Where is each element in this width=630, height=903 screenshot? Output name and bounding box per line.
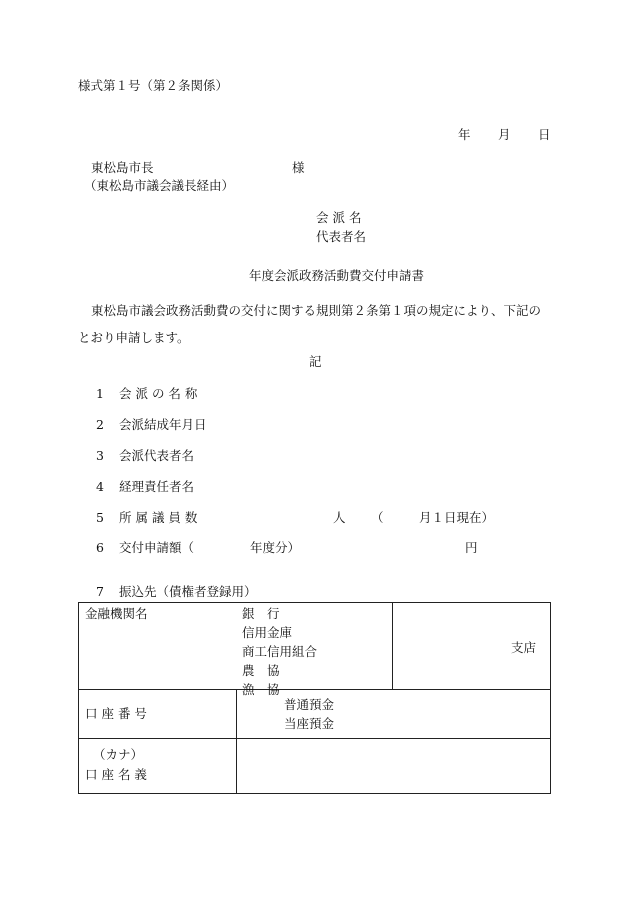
kana-label: （カナ） — [93, 747, 144, 762]
addressee-name: 東松島市長 — [91, 160, 154, 175]
form-number: 様式第１号（第２条関係） — [78, 78, 229, 93]
body-text: 東松島市議会政務活動費の交付に関する規則第２条第１項の規定により、下記のとおり申請します。 — [78, 303, 542, 345]
item-formation-date: 会派結成年月日 — [119, 417, 207, 432]
account-name-label: 口 座 名 義 — [85, 767, 147, 782]
account-name-input-cell — [237, 739, 551, 794]
institution-type-gyokyo: 漁 協 — [242, 682, 280, 697]
item-representative: 会派代表者名 — [119, 448, 195, 463]
institution-cell — [79, 603, 393, 697]
item-transfer-destination: 振込先（債権者登録用） — [119, 584, 257, 599]
representative-label: 代表者名 — [316, 229, 367, 244]
application-amount-unit: 円 — [465, 540, 478, 555]
account-type-current: 当座預金 — [284, 716, 335, 731]
institution-type-shoko: 商工信用組合 — [242, 644, 318, 659]
item-accounting-manager: 経理責任者名 — [119, 479, 195, 494]
date-month: 月 — [498, 127, 511, 142]
account-number-label-cell — [79, 690, 237, 739]
institution-type-list — [242, 604, 317, 699]
bank-account-table — [78, 602, 551, 794]
item-faction-name: 会 派 の 名 称 — [119, 386, 198, 401]
account-number-label: 口 座 番 号 — [85, 706, 147, 721]
item-number: 3 — [96, 448, 104, 463]
institution-label: 金融機関名 — [85, 606, 148, 621]
item-number: 5 — [96, 510, 104, 525]
item-number: 1 — [96, 386, 104, 401]
application-fiscal-year: 年度分） — [250, 540, 301, 555]
branch-cell — [393, 603, 551, 690]
body-paragraph — [78, 297, 553, 351]
institution-row — [79, 603, 551, 690]
account-number-row — [79, 690, 551, 739]
member-count-paren: （ — [371, 510, 384, 525]
item-number: 6 — [96, 540, 104, 555]
institution-type-bank: 銀 行 — [242, 606, 280, 621]
ki-heading: 記 — [309, 354, 322, 369]
member-count-as-of: 月１日現在） — [419, 510, 495, 525]
item-number: 4 — [96, 479, 104, 494]
account-type-ordinary: 普通預金 — [284, 697, 335, 712]
account-name-label-cell — [79, 739, 237, 794]
institution-type-shinkin: 信用金庫 — [242, 625, 293, 640]
date-year: 年 — [458, 127, 471, 142]
branch-label: 支店 — [510, 640, 536, 655]
faction-name-label: 会 派 名 — [316, 210, 362, 225]
item-member-count: 所 属 議 員 数 — [119, 510, 198, 525]
item-application-amount: 交付申請額（ — [119, 540, 195, 555]
date-day: 日 — [538, 127, 551, 142]
institution-type-nokyo: 農 協 — [242, 663, 280, 678]
account-type-cell — [237, 690, 551, 739]
addressee-via: （東松島市議会議長経由） — [84, 178, 235, 193]
account-name-row — [79, 739, 551, 794]
item-number: 7 — [96, 584, 104, 599]
document-title: 年度会派政務活動費交付申請書 — [249, 268, 425, 283]
member-count-unit: 人 — [333, 510, 346, 525]
addressee-honorific: 様 — [292, 160, 305, 175]
item-number: 2 — [96, 417, 104, 432]
account-type-list — [284, 695, 334, 733]
